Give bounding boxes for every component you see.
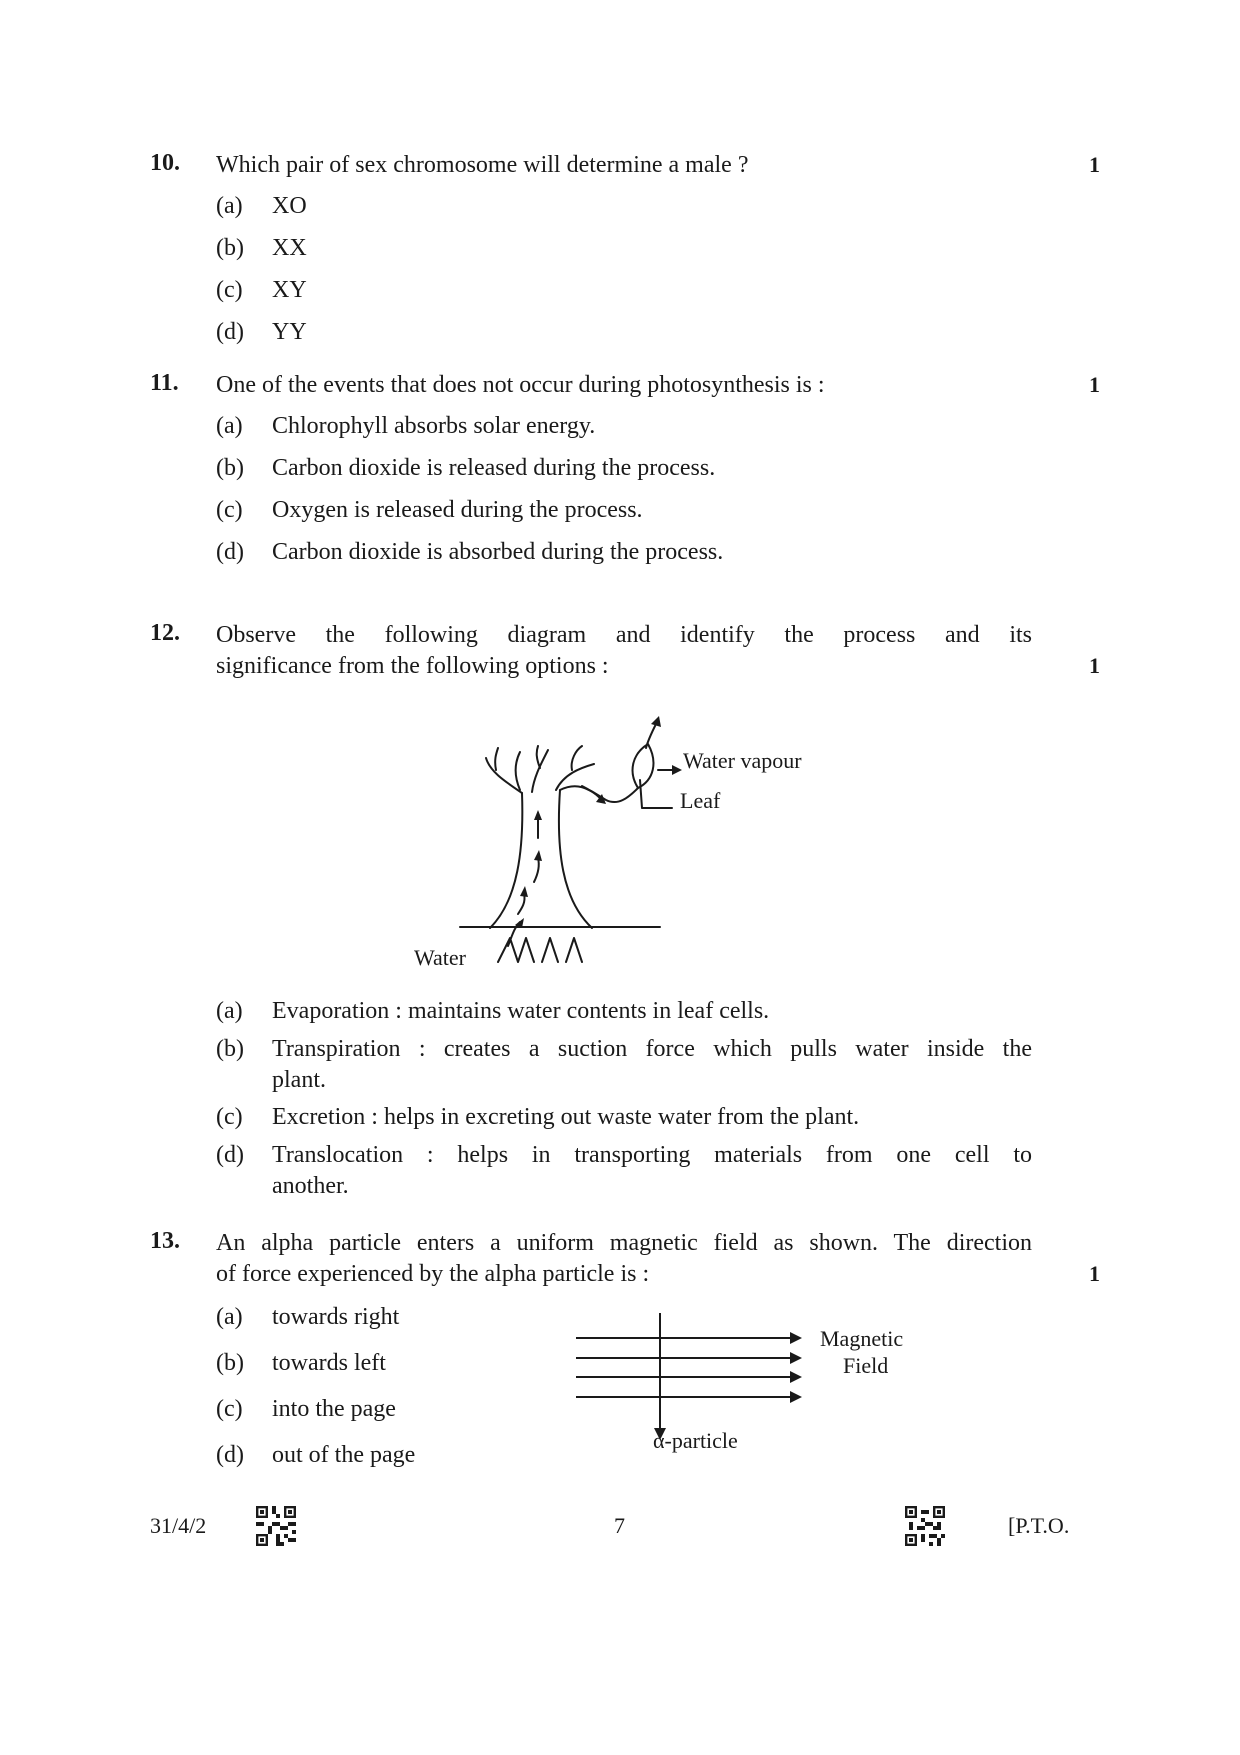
option-text: into the page [272, 1396, 396, 1422]
leaf [633, 744, 654, 788]
flow-arrow [582, 786, 600, 798]
question-number: 12. [150, 620, 180, 646]
question-11 [150, 370, 1100, 570]
qr-code-icon [905, 1506, 945, 1546]
option-label: (b) [216, 455, 244, 481]
option-text: Evaporation : maintains water contents in leaf cells. [272, 998, 770, 1024]
option-label: (d) [216, 1142, 244, 1168]
field-arrowhead [790, 1391, 802, 1403]
question-number: 11. [150, 370, 179, 396]
label-alpha-particle: α-particle [653, 1428, 738, 1453]
question-text-line2: of force experienced by the alpha particle is : [216, 1261, 650, 1287]
option-text: Carbon dioxide is released during the process. [272, 455, 716, 481]
paper-code: 31/4/2 [150, 1513, 207, 1538]
marks: 1 [1089, 152, 1100, 177]
pto-label: [P.T.O. [1008, 1513, 1070, 1538]
qr-code-icon [256, 1506, 296, 1546]
option-label: (d) [216, 1442, 244, 1468]
option-text: XX [272, 235, 307, 261]
field-arrowhead [790, 1332, 802, 1344]
question-text-line2: significance from the following options : [216, 653, 609, 679]
option-text-line1: Translocation : helps in transporting materials from one cell to [272, 1142, 1032, 1168]
question-text-line1: Observe the following diagram and identify the process and its [216, 622, 1032, 648]
marks: 1 [1089, 653, 1100, 678]
option-label: (a) [216, 413, 243, 439]
marks: 1 [1089, 372, 1100, 397]
question-10 [150, 150, 1100, 350]
option-text: Oxygen is released during the process. [272, 497, 643, 523]
vapour-up-arrowhead [651, 716, 661, 727]
option-text: Excretion : helps in excreting out waste water from the plant. [272, 1104, 860, 1130]
option-label: (a) [216, 998, 243, 1024]
option-label: (d) [216, 319, 244, 345]
option-text: XO [272, 193, 307, 219]
option-label: (b) [216, 1036, 244, 1062]
question-text: Which pair of sex chromosome will determine a male ? [216, 152, 749, 178]
marks: 1 [1089, 1261, 1100, 1286]
option-text-line2: plant. [272, 1067, 326, 1093]
flow-arrow [518, 894, 525, 914]
option-label: (c) [216, 277, 243, 303]
field-arrowhead [790, 1352, 802, 1364]
label-field: Field [843, 1353, 889, 1378]
option-label: (d) [216, 539, 244, 565]
option-text-line2: another. [272, 1173, 349, 1199]
question-number: 10. [150, 150, 180, 176]
option-text: towards right [272, 1304, 400, 1330]
option-text: XY [272, 277, 307, 303]
option-text: Chlorophyll absorbs solar energy. [272, 413, 596, 439]
trunk-left-outline [490, 793, 522, 928]
vapour-up-arrow [646, 724, 656, 748]
option-label: (c) [216, 1396, 243, 1422]
option-text-line1: Transpiration : creates a suction force which pulls water inside the [272, 1036, 1032, 1062]
field-arrowhead [790, 1371, 802, 1383]
option-text: towards left [272, 1350, 386, 1376]
option-label: (b) [216, 235, 244, 261]
flow-arrowhead [534, 850, 542, 861]
flow-arrowhead [534, 810, 542, 820]
branch [516, 752, 521, 790]
branch [532, 746, 548, 792]
label-water-vapour: Water vapour [683, 748, 802, 773]
branch [556, 746, 594, 790]
trunk-right-outline [559, 790, 592, 928]
question-13 [150, 1228, 1100, 1488]
question-number: 13. [150, 1228, 180, 1254]
label-water: Water [414, 945, 466, 970]
label-leaf: Leaf [680, 788, 721, 813]
option-label: (c) [216, 497, 243, 523]
question-text-line1: An alpha particle enters a uniform magnetic field as shown. The direction [216, 1230, 1032, 1256]
option-label: (b) [216, 1350, 244, 1376]
option-text: YY [272, 319, 307, 345]
flow-arrow [534, 858, 539, 882]
vapour-arrowhead [672, 765, 682, 775]
flow-arrowhead [520, 886, 528, 897]
option-label: (a) [216, 193, 243, 219]
label-magnetic: Magnetic [820, 1326, 904, 1351]
option-text: Carbon dioxide is absorbed during the process. [272, 539, 724, 565]
question-12 [150, 620, 1100, 1200]
option-text: out of the page [272, 1442, 416, 1468]
option-label: (c) [216, 1104, 243, 1130]
option-label: (a) [216, 1304, 243, 1330]
page-number: 7 [614, 1513, 625, 1538]
question-text: One of the events that does not occur during photosynthesis is : [216, 372, 825, 398]
